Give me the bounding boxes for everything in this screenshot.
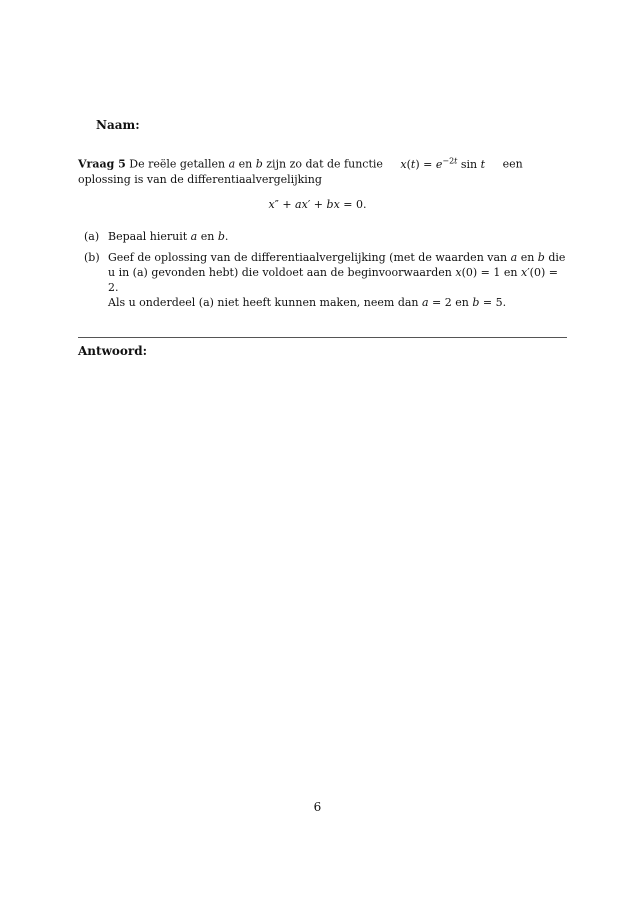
question-intro-line2: is van de differentiaalvergelijking xyxy=(134,172,322,186)
part-b-text: Geef de oplossing van de differentiaalvergelijking (met de waarden van a en b die u in (a) gevonden hebt) die voldoet aan de beginvoorwaarden x(0) = 1 en x′(0) = 2. xyxy=(108,251,566,294)
question-intro-suffix: een oplossing xyxy=(78,157,523,186)
part-a xyxy=(84,229,228,244)
part-a-label: (a) xyxy=(84,230,100,243)
answer-label: Antwoord: xyxy=(78,344,148,358)
divider-line xyxy=(78,337,567,338)
question-text xyxy=(78,153,570,187)
name-label: Naam: xyxy=(96,118,140,132)
differential-equation: x″ + ax′ + bx = 0. xyxy=(268,198,367,211)
part-a-text: Bepaal hieruit a en b. xyxy=(108,230,229,243)
part-b-label: (b) xyxy=(84,251,100,264)
part-b xyxy=(84,250,570,294)
fallback-note: Als u onderdeel (a) niet heeft kunnen maken, neem dan a = 2 en b = 5. xyxy=(108,296,507,309)
question-intro: De reële getallen a en b zijn zo dat de functie xyxy=(129,157,383,171)
question-function: $x(t) = e^{-2t}$ sin t xyxy=(400,156,486,171)
question-label: Vraag 5 xyxy=(78,157,126,171)
page-number: 6 xyxy=(313,800,322,814)
